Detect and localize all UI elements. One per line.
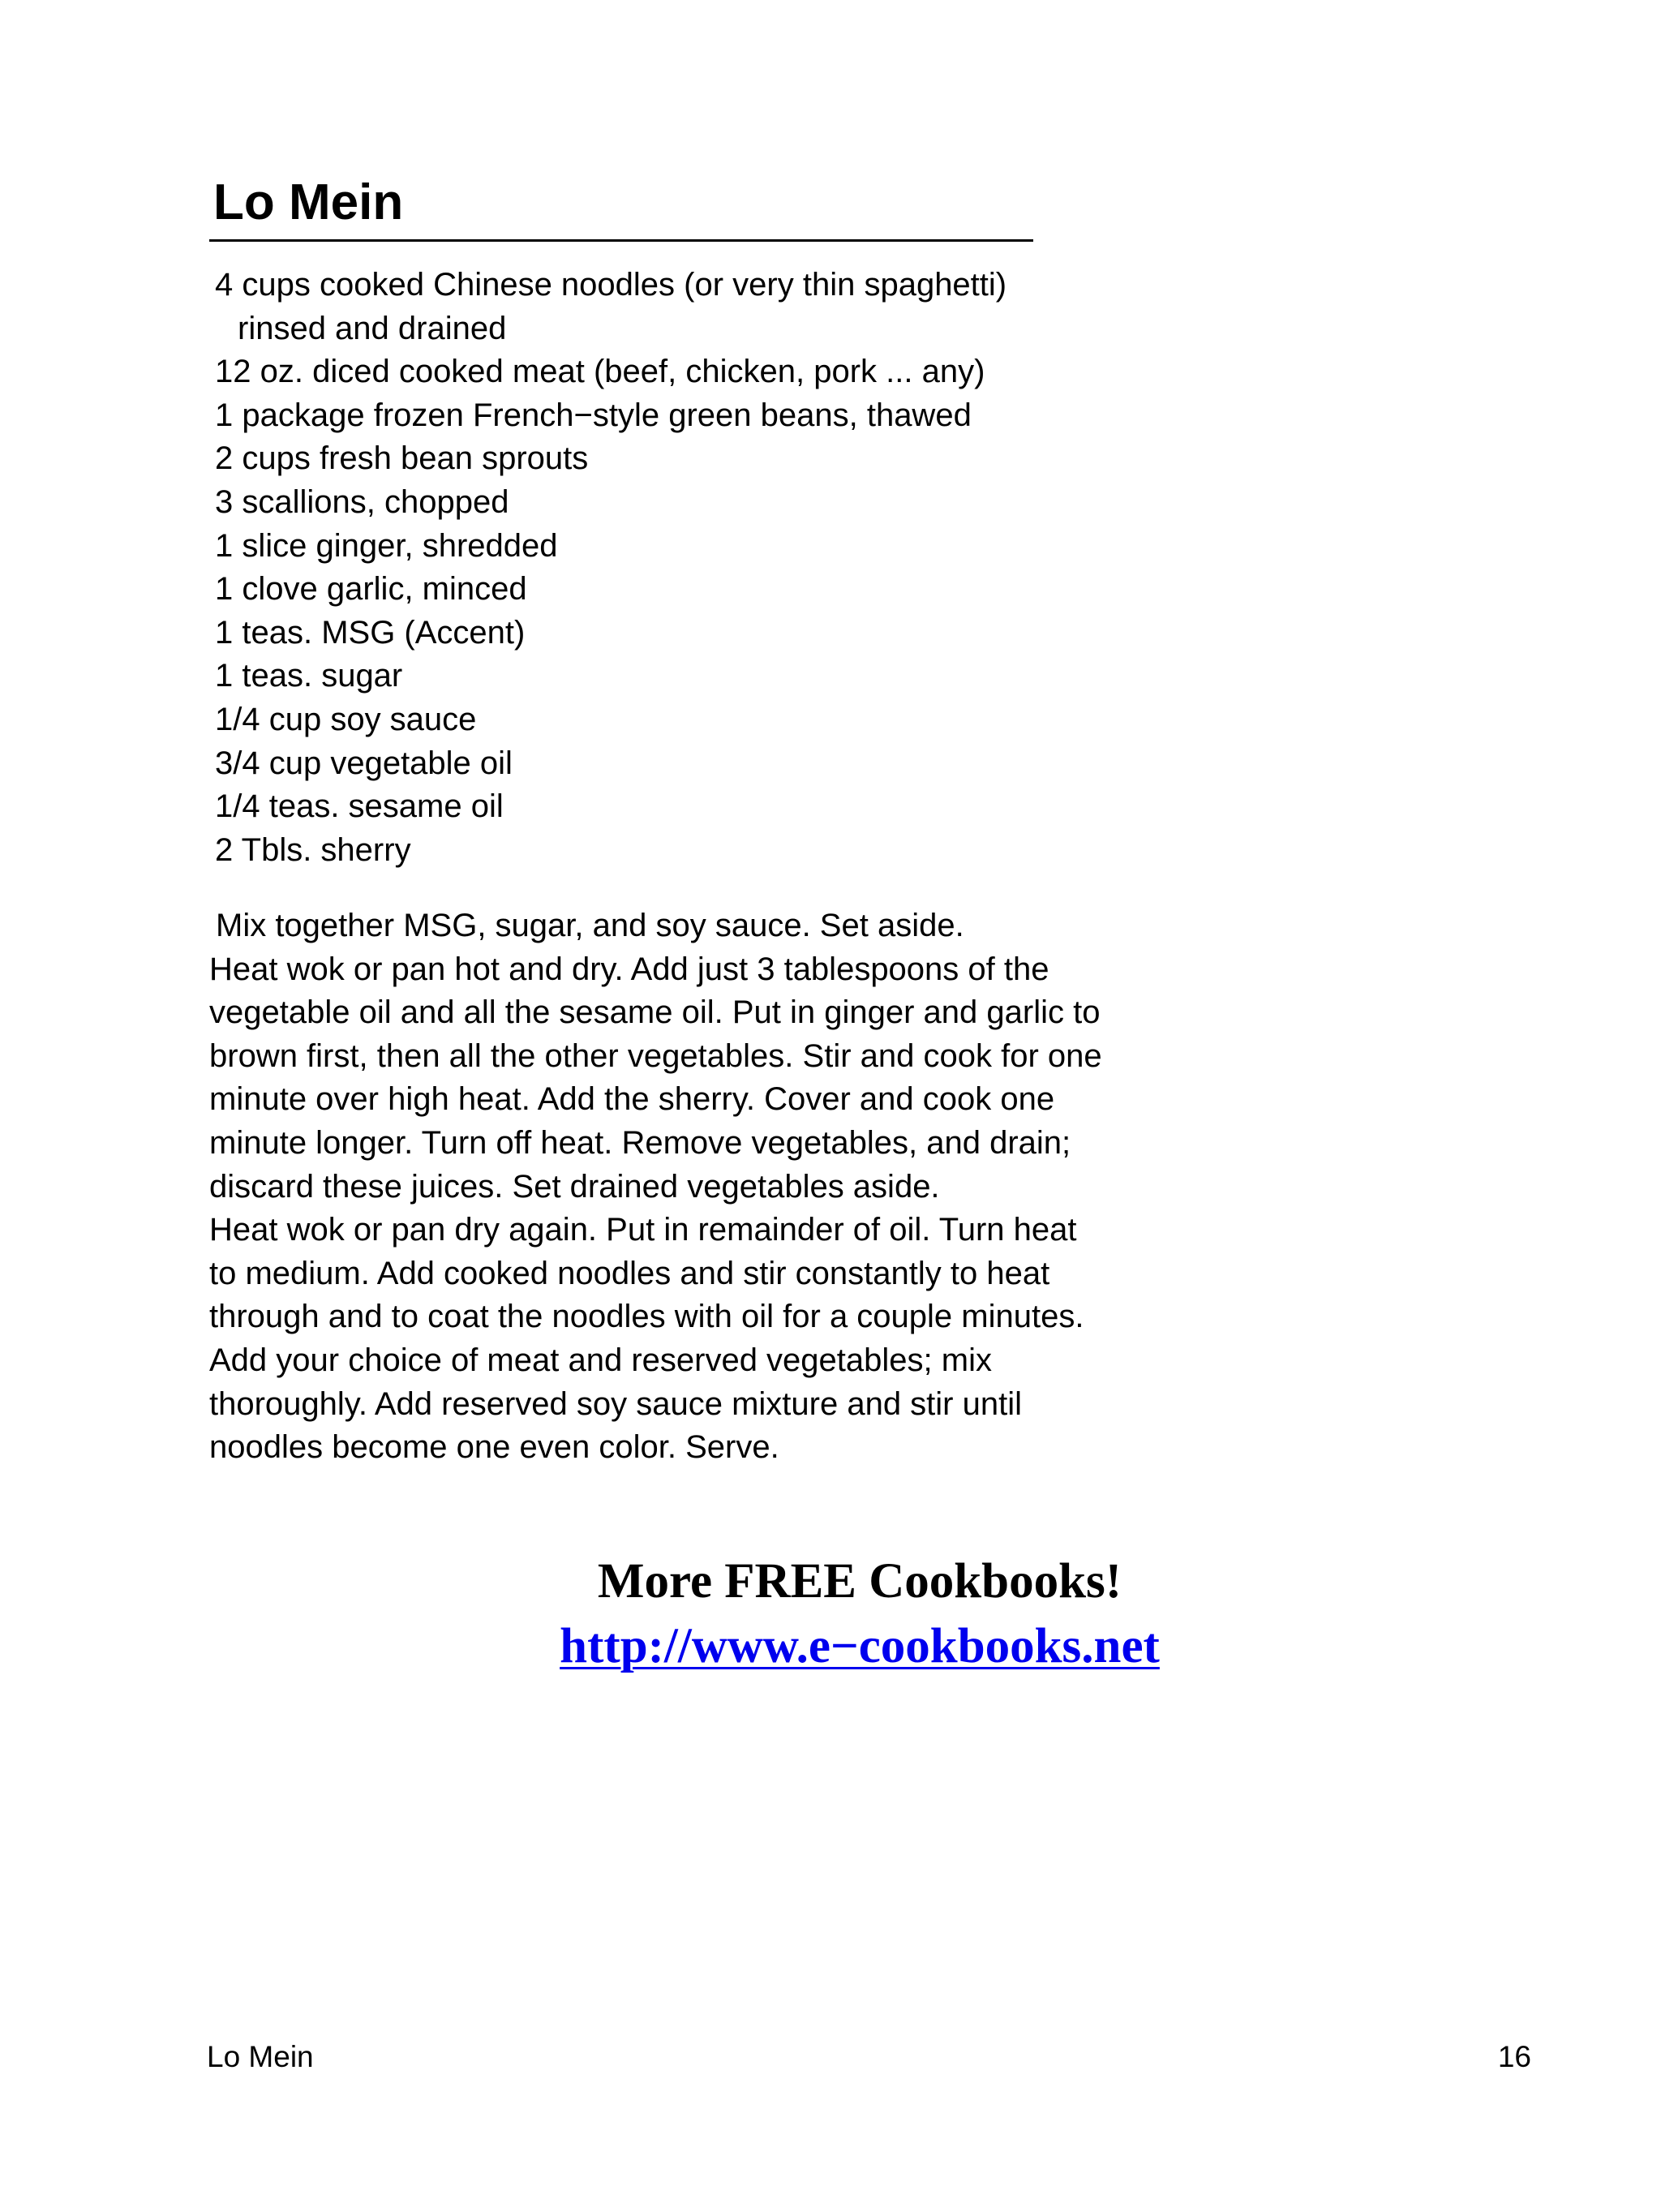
ingredient-item: 2 Tbls. sherry <box>215 831 411 868</box>
ingredient-item: 1/4 teas. sesame oil <box>215 788 504 825</box>
ingredient-item: 4 cups cooked Chinese noodles (or very thin spaghetti) <box>215 267 1007 303</box>
ingredient-item: 1 slice ginger, shredded <box>215 527 558 564</box>
instruction-line: to medium. Add cooked noodles and stir constantly to heat <box>209 1255 1050 1291</box>
instruction-line: noodles become one even color. Serve. <box>209 1429 779 1466</box>
instruction-line: Mix together MSG, sugar, and soy sauce. Set aside. <box>216 908 964 943</box>
title-underline <box>209 239 1033 242</box>
promo-title: More FREE Cookbooks! <box>597 1554 1122 1609</box>
ingredient-item: 3/4 cup vegetable oil <box>215 745 513 781</box>
cookbooks-link[interactable]: http://www.e−cookbooks.net <box>560 1619 1160 1673</box>
promo-block <box>487 1549 1233 1679</box>
instruction-line: through and to coat the noodles with oil for a couple minutes. <box>209 1299 1084 1335</box>
instruction-line: Heat wok or pan dry again. Put in remainder of oil. Turn heat <box>209 1212 1077 1248</box>
ingredient-item: 1 clove garlic, minced <box>215 571 527 608</box>
instruction-line: discard these juices. Set drained vegetables aside. <box>209 1168 940 1205</box>
ingredient-item: 1/4 cup soy sauce <box>215 701 477 737</box>
instruction-line: Heat wok or pan hot and dry. Add just 3 tablespoons of the <box>209 951 1049 987</box>
ingredient-item: 1 teas. MSG (Accent) <box>215 614 526 651</box>
instruction-line: minute over high heat. Add the sherry. Cover and cook one <box>209 1081 1055 1118</box>
recipe-title: Lo Mein <box>213 174 404 230</box>
instructions-block <box>209 904 1264 1470</box>
instruction-line: brown first, then all the other vegetables. Stir and cook for one <box>209 1037 1102 1074</box>
page-number: 16 <box>1497 2040 1531 2073</box>
ingredient-item: 2 cups fresh bean sprouts <box>215 440 589 477</box>
instruction-line: minute longer. Turn off heat. Remove vegetables, and drain; <box>209 1124 1071 1161</box>
ingredient-item: 1 package frozen French−style green beans, thawed <box>215 397 972 433</box>
instruction-line: vegetable oil and all the sesame oil. Put in ginger and garlic to <box>209 994 1101 1031</box>
ingredient-list <box>215 264 1006 872</box>
ingredient-item: 12 oz. diced cooked meat (beef, chicken, pork ... any) <box>215 354 985 390</box>
ingredient-item: rinsed and drained <box>238 310 507 346</box>
instruction-line: thoroughly. Add reserved soy sauce mixture and stir until <box>209 1385 1022 1422</box>
footer-title: Lo Mein <box>207 2040 314 2073</box>
ingredient-item: 1 teas. sugar <box>215 658 403 694</box>
ingredient-item: 3 scallions, chopped <box>215 483 509 520</box>
instruction-line: Add your choice of meat and reserved vegetables; mix <box>209 1342 992 1378</box>
